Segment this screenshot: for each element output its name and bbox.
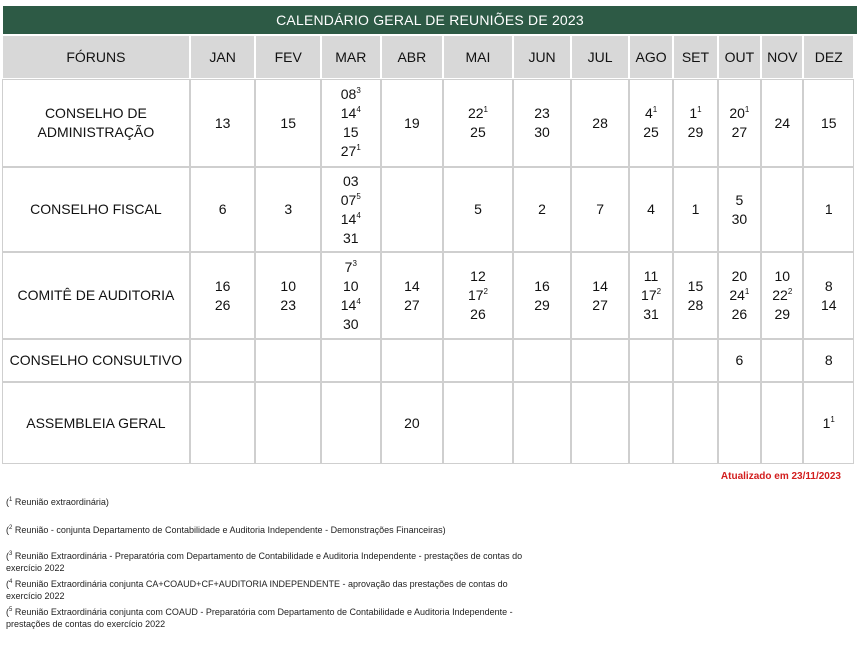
meeting-date-cell [719, 168, 760, 251]
calendar-title: CALENDÁRIO GERAL DE REUNIÕES DE 2023 [3, 6, 857, 34]
meeting-date-cell [630, 253, 672, 338]
meeting-date-cell [630, 168, 672, 251]
meeting-date: 27 [731, 124, 748, 140]
meeting-date: $14^4$ [340, 296, 361, 313]
footnote: ($^1$ Reunião extraordinária) [6, 497, 109, 507]
meeting-date-cell [719, 253, 760, 338]
meeting-date: 20 [404, 414, 420, 431]
meeting-date-cell [762, 168, 802, 251]
column-header-month: MAR [322, 36, 380, 78]
table-row [3, 383, 853, 463]
meeting-date: 19 [404, 114, 420, 131]
meeting-date: $17^2$ [467, 287, 488, 303]
meeting-date: $22^2$ [772, 287, 793, 303]
footnote-marker: 1 [744, 287, 750, 296]
meeting-date-cell [382, 80, 443, 166]
column-header-month: DEZ [804, 36, 853, 78]
meetings-table [1, 34, 855, 465]
footnote-marker: 1 [744, 105, 750, 114]
meeting-date-cell [674, 383, 716, 463]
forum-name: COMITÊ DE AUDITORIA [3, 253, 189, 338]
column-header-month: SET [674, 36, 716, 78]
meeting-date-cell [382, 383, 443, 463]
forum-name: CONSELHO CONSULTIVO [3, 340, 189, 381]
meeting-date: 29 [534, 296, 550, 313]
meeting-date: $17^2$ [641, 287, 662, 303]
footnote-marker: 2 [483, 287, 488, 296]
meeting-date: $1^1$ [689, 105, 702, 121]
column-header-month: FEV [256, 36, 320, 78]
meeting-date-cell [762, 383, 802, 463]
column-header-month: JUN [514, 36, 571, 78]
meeting-date-cell [322, 253, 380, 338]
column-header-month: JUL [572, 36, 628, 78]
meeting-date: 10 [343, 277, 359, 294]
meeting-date: 15 [687, 277, 704, 294]
meeting-date: 23 [534, 105, 550, 121]
meeting-date-cell [804, 383, 853, 463]
meeting-date-cell [444, 383, 512, 463]
meeting-date: 15 [343, 124, 359, 140]
meeting-date: $7^3$ [344, 258, 357, 275]
meeting-date-cell [572, 253, 628, 338]
footnote-marker: 1 [697, 105, 702, 114]
meeting-date-cell [514, 383, 571, 463]
meeting-date: 12 [470, 268, 486, 284]
meeting-date: 7 [596, 201, 604, 217]
footnote-marker: 4 [356, 105, 361, 114]
meeting-date: 31 [343, 229, 359, 246]
meeting-date-cell [804, 80, 853, 166]
meeting-date: 10 [774, 268, 791, 284]
meeting-date: 4 [647, 201, 655, 217]
meeting-date: 3 [284, 201, 293, 217]
meeting-date-cell [630, 80, 672, 166]
footnote-marker: 1 [483, 105, 488, 114]
footnote-marker: 1 [356, 143, 361, 152]
meeting-date-cell [762, 340, 802, 381]
meeting-date-cell [762, 253, 802, 338]
calendar-frame [3, 6, 857, 465]
meeting-date-cell [674, 340, 716, 381]
meeting-date-cell [191, 340, 255, 381]
meeting-date-cell [444, 340, 512, 381]
meeting-date: 5 [735, 191, 744, 208]
meeting-date: 26 [214, 296, 231, 313]
meeting-date: 29 [774, 306, 791, 322]
meeting-date-cell [191, 80, 255, 166]
meeting-date-cell [514, 168, 571, 251]
footnotes [6, 496, 526, 630]
meeting-date: $14^4$ [340, 210, 361, 227]
column-header-foruns: FÓRUNS [3, 36, 189, 78]
meeting-date: 14 [820, 296, 837, 313]
meeting-date: 15 [280, 114, 296, 131]
meeting-date-cell [191, 383, 255, 463]
meeting-date-cell [630, 340, 672, 381]
meeting-date-cell [382, 253, 443, 338]
meeting-date-cell [256, 383, 320, 463]
meeting-date: 28 [687, 296, 704, 313]
meeting-date: 03 [343, 172, 359, 189]
meeting-date: 1 [691, 201, 700, 217]
meeting-date-cell [322, 168, 380, 251]
meeting-date: $08^3$ [340, 86, 361, 102]
meeting-date-cell [572, 340, 628, 381]
meeting-date: 10 [280, 277, 296, 294]
meeting-date-cell [322, 340, 380, 381]
meeting-date: 26 [470, 306, 486, 322]
table-row [3, 168, 853, 251]
forum-name: ASSEMBLEIA GERAL [3, 383, 189, 463]
meeting-date: 13 [214, 114, 231, 131]
meeting-date: 8 [824, 352, 833, 368]
meeting-date-cell [256, 253, 320, 338]
meeting-date: 11 [643, 268, 659, 284]
meeting-date-cell [514, 80, 571, 166]
footnote-marker: 1 [652, 105, 658, 114]
meeting-date: $14^4$ [340, 105, 361, 121]
meeting-date: $20^1$ [729, 105, 750, 121]
meeting-date: 25 [470, 124, 486, 140]
meeting-date: 5 [474, 201, 482, 217]
footnote-marker: 4 [356, 296, 361, 306]
updated-label: Atualizado em 23/11/2023 [720, 471, 841, 482]
footnote-marker: 1 [830, 414, 835, 424]
meeting-date: 24 [774, 114, 791, 131]
meeting-date: 14 [404, 277, 420, 294]
meeting-date: 30 [731, 210, 748, 227]
meeting-date-cell [382, 168, 443, 251]
column-header-month: AGO [630, 36, 672, 78]
column-header-month: JAN [191, 36, 255, 78]
meeting-date-cell [572, 383, 628, 463]
meeting-date-cell [514, 340, 571, 381]
meeting-date-cell [256, 80, 320, 166]
meeting-date: 15 [820, 114, 837, 131]
meeting-date: 31 [643, 306, 659, 322]
meeting-date: 1 [824, 201, 833, 217]
meeting-date: 2 [538, 201, 546, 217]
meeting-date: 27 [592, 296, 608, 313]
meeting-date-cell [322, 80, 380, 166]
meeting-date: 16 [214, 277, 231, 294]
meeting-date-cell [719, 80, 760, 166]
meeting-date-cell [762, 80, 802, 166]
meeting-date: $4^1$ [644, 105, 658, 121]
meeting-date-cell [191, 168, 255, 251]
table-row [3, 80, 853, 166]
meeting-date-cell [514, 253, 571, 338]
meeting-date-cell [804, 340, 853, 381]
footnote: ($^3$ Reunião Extraordinária - Preparatória com Departamento de Contabilidade e Auditoria Independente - prestações de contas do exercício 2022 [6, 551, 523, 573]
meeting-date: 20 [731, 268, 748, 284]
footnote-marker: 5 [356, 191, 361, 201]
table-row [3, 253, 853, 338]
meeting-date-cell [630, 383, 672, 463]
meeting-date: 14 [592, 277, 608, 294]
meeting-date-cell [719, 340, 760, 381]
meeting-date-cell [322, 383, 380, 463]
meeting-date: 25 [643, 124, 659, 140]
meeting-date-cell [382, 340, 443, 381]
meeting-date-cell [256, 168, 320, 251]
meeting-date-cell [572, 168, 628, 251]
footnote: ($^5$ Reunião Extraordinária conjunta com COAUD - Preparatória com Departamento de Contabilidade e Auditoria Independente - prestações de contas do exercício 2022 [6, 607, 513, 629]
meeting-date: 26 [731, 306, 748, 322]
footnote-marker: 3 [352, 258, 357, 268]
meeting-date-cell [256, 340, 320, 381]
meeting-date-cell [804, 253, 853, 338]
column-header-month: ABR [382, 36, 443, 78]
forum-name: CONSELHO FISCAL [3, 168, 189, 251]
meeting-date: 29 [687, 124, 704, 140]
meeting-date-cell [444, 253, 512, 338]
meeting-date: 16 [534, 277, 550, 294]
meeting-date: 30 [343, 315, 359, 332]
meeting-date: 8 [824, 277, 833, 294]
meeting-date: 28 [592, 114, 608, 131]
forum-name: CONSELHO DE ADMINISTRAÇÃO [3, 80, 189, 166]
meeting-date-cell [191, 253, 255, 338]
footnote-marker: 3 [356, 86, 361, 95]
meeting-date: $24^1$ [729, 287, 750, 303]
meeting-date-cell [674, 168, 716, 251]
meeting-date-cell [444, 80, 512, 166]
meeting-date-cell [572, 80, 628, 166]
meeting-date-cell [444, 168, 512, 251]
header-row [3, 36, 853, 78]
footnote: ($^2$ Reunião - conjunta Departamento de Contabilidade e Auditoria Independente - Demonstrações Financeiras) [6, 525, 446, 535]
column-header-month: MAI [444, 36, 512, 78]
meeting-date-cell [674, 80, 716, 166]
column-header-month: OUT [719, 36, 760, 78]
column-header-month: NOV [762, 36, 802, 78]
footnote-marker: 2 [656, 287, 662, 296]
meeting-date: $1^1$ [822, 414, 835, 431]
meeting-date: 27 [404, 296, 420, 313]
meeting-date: $07^5$ [340, 191, 361, 208]
meeting-date-cell [719, 383, 760, 463]
footnote-marker: 2 [787, 287, 793, 296]
meeting-date-cell [804, 168, 853, 251]
meeting-date-cell [674, 253, 716, 338]
footnote-marker: 4 [356, 210, 361, 220]
meeting-date: 30 [534, 124, 550, 140]
meeting-date: $27^1$ [340, 143, 361, 159]
table-row [3, 340, 853, 381]
meeting-date: 23 [280, 296, 296, 313]
footnote: ($^4$ Reunião Extraordinária conjunta CA+COAUD+CF+AUDITORIA INDEPENDENTE - aprovação das prestações de contas do exercício 2022 [6, 579, 508, 601]
meeting-date: 6 [735, 352, 744, 368]
meeting-date: 6 [218, 201, 227, 217]
meeting-date: $22^1$ [467, 105, 488, 121]
